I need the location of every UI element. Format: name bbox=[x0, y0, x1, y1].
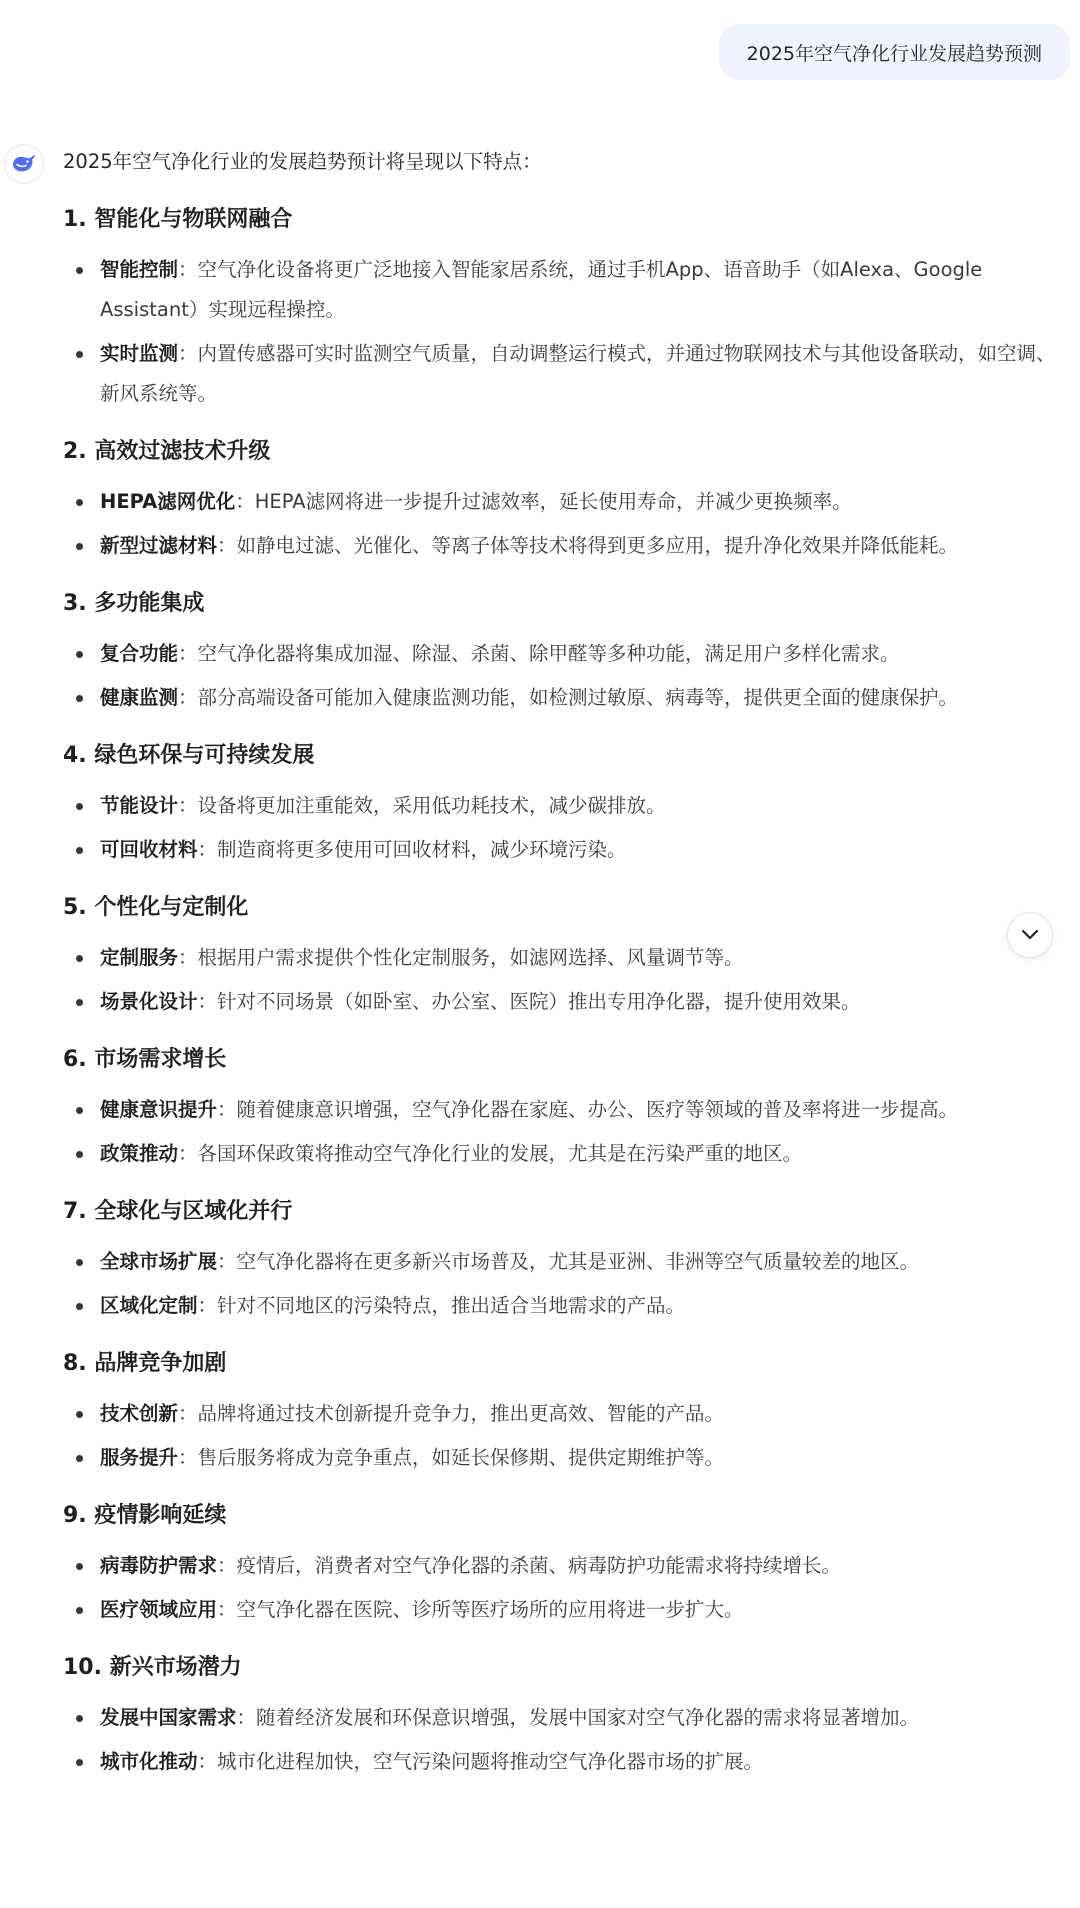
item-separator: ： bbox=[217, 1554, 237, 1577]
section-heading: 10. 新兴市场潜力 bbox=[63, 1655, 242, 1680]
item-separator: ： bbox=[178, 342, 198, 365]
user-message-bubble bbox=[719, 24, 1070, 80]
item-text: 空气净化器在医院、诊所等医疗场所的应用将进一步扩大。 bbox=[236, 1598, 744, 1621]
item-text: 如静电过滤、光催化、等离子体等技术将得到更多应用，提升净化效果并降低能耗。 bbox=[236, 534, 959, 557]
item-term: 病毒防护需求 bbox=[100, 1554, 218, 1577]
item-text: 空气净化设备将更广泛地接入智能家居系统，通过手机App、语音助手（如Alexa、Google Assistant）实现远程操控。 bbox=[100, 258, 983, 321]
item-separator: ： bbox=[178, 1446, 198, 1469]
response-section bbox=[63, 1496, 1075, 1630]
section-heading: 8. 品牌竞争加剧 bbox=[63, 1351, 227, 1376]
list-item bbox=[63, 1742, 1075, 1782]
bullet-dot-icon bbox=[76, 543, 83, 550]
item-text: 内置传感器可实时监测空气质量，自动调整运行模式，并通过物联网技术与其他设备联动，如空调、新风系统等。 bbox=[100, 342, 1056, 405]
list-item bbox=[63, 1546, 1075, 1586]
bullet-dot-icon bbox=[76, 1455, 83, 1462]
response-section bbox=[63, 584, 1075, 718]
item-separator: ： bbox=[217, 1098, 237, 1121]
item-separator: ： bbox=[235, 490, 255, 513]
item-text: 根据用户需求提供个性化定制服务，如滤网选择、风量调节等。 bbox=[197, 946, 744, 969]
item-separator: ： bbox=[178, 1142, 198, 1165]
whale-logo-icon bbox=[11, 153, 37, 175]
bullet-dot-icon bbox=[76, 351, 83, 358]
item-text: 随着健康意识增强，空气净化器在家庭、办公、医疗等领域的普及率将进一步提高。 bbox=[236, 1098, 959, 1121]
list-item bbox=[63, 1698, 1075, 1738]
item-term: 实时监测 bbox=[100, 342, 179, 365]
item-separator: ： bbox=[178, 642, 198, 665]
item-separator: ： bbox=[217, 534, 237, 557]
item-term: 服务提升 bbox=[100, 1446, 179, 1469]
section-heading: 3. 多功能集成 bbox=[63, 591, 205, 616]
list-item bbox=[63, 938, 1075, 978]
item-term: 全球市场扩展 bbox=[100, 1250, 218, 1273]
list-item bbox=[63, 250, 1075, 330]
bullet-list bbox=[63, 250, 1075, 414]
bullet-dot-icon bbox=[76, 1563, 83, 1570]
item-term: 场景化设计 bbox=[100, 990, 198, 1013]
bullet-list bbox=[63, 938, 1075, 1022]
bullet-dot-icon bbox=[76, 695, 83, 702]
bullet-dot-icon bbox=[76, 1759, 83, 1766]
item-term: 政策推动 bbox=[100, 1142, 179, 1165]
list-item bbox=[63, 1134, 1075, 1174]
list-item bbox=[63, 786, 1075, 826]
section-heading: 2. 高效过滤技术升级 bbox=[63, 439, 271, 464]
item-separator: ： bbox=[197, 990, 218, 1013]
item-text: 针对不同场景（如卧室、办公室、医院）推出专用净化器，提升使用效果。 bbox=[217, 990, 861, 1013]
bullet-dot-icon bbox=[76, 847, 83, 854]
item-text: 品牌将通过技术创新提升竞争力，推出更高效、智能的产品。 bbox=[197, 1402, 725, 1425]
user-message-text: 2025年空气净化行业发展趋势预测 bbox=[746, 42, 1042, 65]
item-text: 各国环保政策将推动空气净化行业的发展，尤其是在污染严重的地区。 bbox=[197, 1142, 803, 1165]
bullet-dot-icon bbox=[76, 1715, 83, 1722]
bullet-dot-icon bbox=[76, 1107, 83, 1114]
bullet-list bbox=[63, 1546, 1075, 1630]
response-section bbox=[63, 200, 1075, 414]
item-separator: ： bbox=[197, 838, 218, 861]
bullet-dot-icon bbox=[76, 999, 83, 1006]
item-term: HEPA滤网优化 bbox=[100, 490, 236, 513]
item-term: 复合功能 bbox=[100, 642, 179, 665]
item-separator: ： bbox=[197, 1750, 218, 1773]
assistant-avatar bbox=[4, 144, 44, 184]
bullet-list bbox=[63, 1090, 1075, 1174]
list-item bbox=[63, 634, 1075, 674]
item-separator: ： bbox=[178, 686, 198, 709]
section-heading: 7. 全球化与区域化并行 bbox=[63, 1199, 293, 1224]
response-intro: 2025年空气净化行业的发展趋势预计将呈现以下特点： bbox=[63, 150, 542, 173]
item-text: 售后服务将成为竞争重点，如延长保修期、提供定期维护等。 bbox=[197, 1446, 725, 1469]
item-term: 技术创新 bbox=[100, 1402, 179, 1425]
bullet-dot-icon bbox=[76, 1303, 83, 1310]
section-heading: 9. 疫情影响延续 bbox=[63, 1503, 227, 1528]
list-item bbox=[63, 678, 1075, 718]
item-text: HEPA滤网将进一步提升过滤效率，延长使用寿命，并减少更换频率。 bbox=[254, 490, 852, 513]
section-heading: 6. 市场需求增长 bbox=[63, 1047, 227, 1072]
item-text: 空气净化器将在更多新兴市场普及，尤其是亚洲、非洲等空气质量较差的地区。 bbox=[236, 1250, 920, 1273]
item-text: 设备将更加注重能效，采用低功耗技术，减少碳排放。 bbox=[197, 794, 666, 817]
list-item bbox=[63, 482, 1075, 522]
item-term: 区域化定制 bbox=[100, 1294, 198, 1317]
response-section bbox=[63, 432, 1075, 566]
bullet-dot-icon bbox=[76, 1607, 83, 1614]
item-text: 针对不同地区的污染特点，推出适合当地需求的产品。 bbox=[217, 1294, 686, 1317]
assistant-response bbox=[63, 142, 1075, 1786]
item-separator: ： bbox=[217, 1598, 237, 1621]
response-section bbox=[63, 888, 1075, 1022]
section-heading: 1. 智能化与物联网融合 bbox=[63, 207, 293, 232]
chevron-down-icon bbox=[1021, 929, 1039, 941]
response-section bbox=[63, 1192, 1075, 1326]
bullet-list bbox=[63, 634, 1075, 718]
response-section bbox=[63, 1344, 1075, 1478]
section-heading: 4. 绿色环保与可持续发展 bbox=[63, 743, 315, 768]
item-term: 定制服务 bbox=[100, 946, 179, 969]
item-separator: ： bbox=[178, 1402, 198, 1425]
item-term: 节能设计 bbox=[100, 794, 179, 817]
list-item bbox=[63, 1438, 1075, 1478]
item-text: 随着经济发展和环保意识增强，发展中国家对空气净化器的需求将显著增加。 bbox=[256, 1706, 920, 1729]
list-item bbox=[63, 1394, 1075, 1434]
list-item bbox=[63, 1286, 1075, 1326]
item-separator: ： bbox=[197, 1294, 218, 1317]
response-section bbox=[63, 1040, 1075, 1174]
list-item bbox=[63, 1590, 1075, 1630]
bullet-list bbox=[63, 1242, 1075, 1326]
bullet-list bbox=[63, 786, 1075, 870]
list-item bbox=[63, 982, 1075, 1022]
bullet-dot-icon bbox=[76, 1151, 83, 1158]
item-text: 部分高端设备可能加入健康监测功能，如检测过敏原、病毒等，提供更全面的健康保护。 bbox=[197, 686, 959, 709]
bullet-list bbox=[63, 1698, 1075, 1782]
bullet-list bbox=[63, 1394, 1075, 1478]
scroll-down-button[interactable] bbox=[1007, 912, 1053, 958]
item-term: 智能控制 bbox=[100, 258, 179, 281]
item-separator: ： bbox=[178, 258, 198, 281]
item-text: 城市化进程加快，空气污染问题将推动空气净化器市场的扩展。 bbox=[217, 1750, 764, 1773]
response-section bbox=[63, 736, 1075, 870]
item-separator: ： bbox=[217, 1250, 237, 1273]
bullet-dot-icon bbox=[76, 499, 83, 506]
item-term: 健康监测 bbox=[100, 686, 179, 709]
bullet-dot-icon bbox=[76, 1259, 83, 1266]
list-item bbox=[63, 1242, 1075, 1282]
item-term: 医疗领域应用 bbox=[100, 1598, 218, 1621]
item-text: 疫情后，消费者对空气净化器的杀菌、病毒防护功能需求将持续增长。 bbox=[236, 1554, 842, 1577]
bullet-dot-icon bbox=[76, 651, 83, 658]
item-term: 城市化推动 bbox=[100, 1750, 198, 1773]
bullet-dot-icon bbox=[76, 803, 83, 810]
response-section bbox=[63, 1648, 1075, 1782]
item-text: 空气净化器将集成加湿、除湿、杀菌、除甲醛等多种功能，满足用户多样化需求。 bbox=[197, 642, 900, 665]
item-term: 新型过滤材料 bbox=[100, 534, 218, 557]
item-text: 制造商将更多使用可回收材料，减少环境污染。 bbox=[217, 838, 627, 861]
item-term: 健康意识提升 bbox=[100, 1098, 218, 1121]
bullet-dot-icon bbox=[76, 1411, 83, 1418]
section-heading: 5. 个性化与定制化 bbox=[63, 895, 249, 920]
item-separator: ： bbox=[178, 946, 198, 969]
list-item bbox=[63, 1090, 1075, 1130]
list-item bbox=[63, 830, 1075, 870]
list-item bbox=[63, 334, 1075, 414]
list-item bbox=[63, 526, 1075, 566]
item-separator: ： bbox=[236, 1706, 257, 1729]
bullet-dot-icon bbox=[76, 267, 83, 274]
item-term: 发展中国家需求 bbox=[100, 1706, 237, 1729]
bullet-list bbox=[63, 482, 1075, 566]
bullet-dot-icon bbox=[76, 955, 83, 962]
item-term: 可回收材料 bbox=[100, 838, 198, 861]
item-separator: ： bbox=[178, 794, 198, 817]
